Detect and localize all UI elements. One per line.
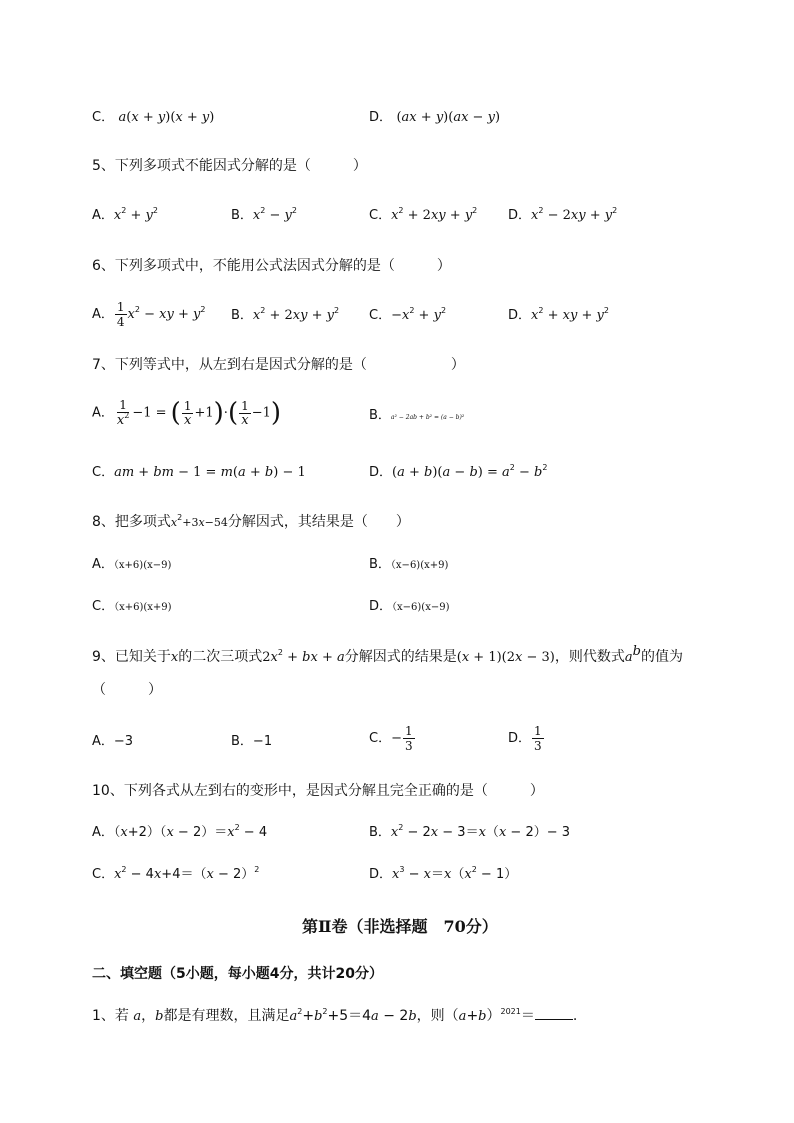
q6-option-d: D．$x^2$ + xy + $y^2$ [508,306,609,323]
q6-option-b: B．$x^2 + 2xy + y^2$ [231,306,340,323]
q4-option-d: D． (ax + y)(ax − y) [369,110,501,125]
q5-option-c: C．$x^2 + 2xy + y^2$ [369,206,478,223]
q8-option-d: D．（x−6)(x−9) [369,599,450,614]
q10-option-a: A．$(x+2)(x - 2)=x^2 - 4$ [92,823,268,840]
q8-option-a: A．（x+6)(x−9) [92,557,172,572]
fill-question-1: 1、若 a，b都是有理数，且满足$a^2+b^2+5=4a - 2b$，则$(a+b)^{2021}=$ . [92,1007,578,1024]
q8-option-b: B．（x−6)(x+9) [369,557,449,572]
option-label: D． [369,110,393,125]
q5-option-b: B．$x^2 - y^2$ [231,206,297,223]
q9-option-d: D． $\frac{1}{3}$ [508,724,542,753]
q7-option-b: B．a² − 2ab + b² = (a − b)² [369,408,465,423]
q5-stem: 5、下列多项式不能因式分解的是（ ） [92,158,367,174]
q8-stem: 8、把多项式$x^2+3x-54$分解因式，其结果是（ ） [92,513,410,530]
q6-option-c: C．$-x^2 + y^2$ [369,306,447,323]
q10-option-c: C．$x^2 - 4x+4=(x - 2)^2$ [92,865,260,882]
q4-option-c: C． a(x + y)(x + y) [92,110,215,125]
q7-option-a: A． $\frac{1}{x^2}$ −1 = ( $\frac{1}{x}$ +1)·( $\frac{1}{x}$ −1) [92,398,282,428]
q9-option-c: C．− $\frac{1}{3}$ [369,724,413,753]
q9-blank: （ ） [92,682,162,698]
q10-option-d: D．$x^3 - x=x(x^2 - 1)$ [369,865,518,882]
answer-blank[interactable] [535,1007,573,1020]
q9-stem: 9、已知关于x的二次三项式$2x^2$ + bx + a分解因式的结果是(x + 1)(2x − 3)，则代数式$a^b$的值为 [92,644,683,665]
math-expression: a [118,110,127,125]
section-heading: 二、填空题（5小题，每小题4分，共计20分） [92,966,383,982]
q7-stem: 7、下列等式中，从左到右是因式分解的是（ ） [92,357,465,373]
q9-option-a: A．−3 [92,734,134,749]
q7-option-c: C．am + bm − 1 = m(a + b) − 1 [92,465,306,480]
q5-option-a: A．$x^2 + y^2$ [92,206,158,223]
q8-option-c: C．（x+6)(x+9) [92,599,172,614]
q9-option-b: B．−1 [231,734,273,749]
q10-stem: 10、下列各式从左到右的变形中，是因式分解且完全正确的是（ ） [92,783,544,799]
q6-option-a: A． $\frac{1}{4}$ $x^2$ − xy + $y^2$ [92,300,206,329]
option-label: C． [92,110,115,125]
q10-option-b: B．$x^2 - 2x - 3=x(x - 2)- 3$ [369,823,571,840]
part2-title: 第Ⅱ卷（非选择题 70分） [302,917,498,936]
q7-option-d: D．$(a + b)(a - b) = a^2 - b^2$ [369,463,548,480]
q6-stem: 6、下列多项式中，不能用公式法因式分解的是（ ） [92,258,451,274]
q5-option-d: D．$x^2 - 2xy + y^2$ [508,206,618,223]
